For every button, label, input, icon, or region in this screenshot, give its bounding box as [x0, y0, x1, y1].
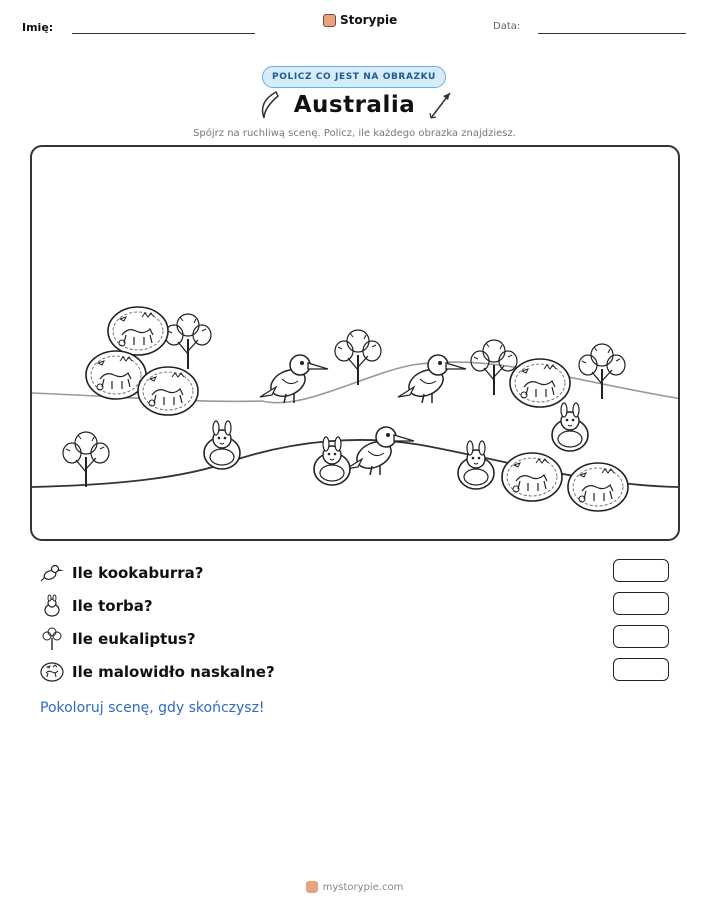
eucalyptus-icon — [40, 627, 64, 651]
question-row-eukaliptus — [40, 627, 196, 651]
footer-url[interactable]: mystorypie.com — [322, 881, 404, 893]
question-text: Ile kookaburra? — [72, 564, 204, 582]
question-row-torba — [40, 594, 153, 618]
task-pill: POLICZ CO JEST NA OBRAZKU — [262, 66, 446, 88]
rock-painting-icon — [40, 660, 64, 684]
spear-icon — [428, 90, 454, 120]
storypie-footer-icon — [306, 881, 318, 893]
scene-drawing — [32, 147, 680, 541]
kangaroo-pouch-icon — [40, 594, 64, 618]
storypie-logo-icon — [323, 14, 336, 27]
date-label: Data: — [493, 21, 521, 32]
name-line[interactable] — [72, 33, 255, 34]
question-row-malowidlo — [40, 660, 275, 684]
brand-logo — [323, 13, 397, 27]
answer-box-kookaburra[interactable] — [613, 559, 669, 582]
scene-frame — [30, 145, 680, 541]
date-line[interactable] — [538, 33, 686, 34]
instructions: Spójrz na ruchliwą scenę. Policz, ile każdego obrazka znajdziesz. — [193, 128, 516, 139]
question-text: Ile torba? — [72, 597, 153, 615]
question-row-kookaburra — [40, 561, 203, 585]
question-text: Ile malowidło naskalne? — [72, 663, 275, 681]
answer-box-torba[interactable] — [613, 592, 669, 615]
page-title: Australia — [293, 92, 416, 118]
kookaburra-icon — [40, 561, 64, 585]
footer — [0, 881, 709, 893]
question-text: Ile eukaliptus? — [72, 630, 196, 648]
answer-box-eukaliptus[interactable] — [613, 625, 669, 648]
answer-box-malowidlo[interactable] — [613, 658, 669, 681]
brand-name: Storypie — [340, 13, 398, 27]
name-label: Imię: — [22, 21, 54, 34]
coloring-note: Pokoloruj scenę, gdy skończysz! — [40, 700, 265, 716]
